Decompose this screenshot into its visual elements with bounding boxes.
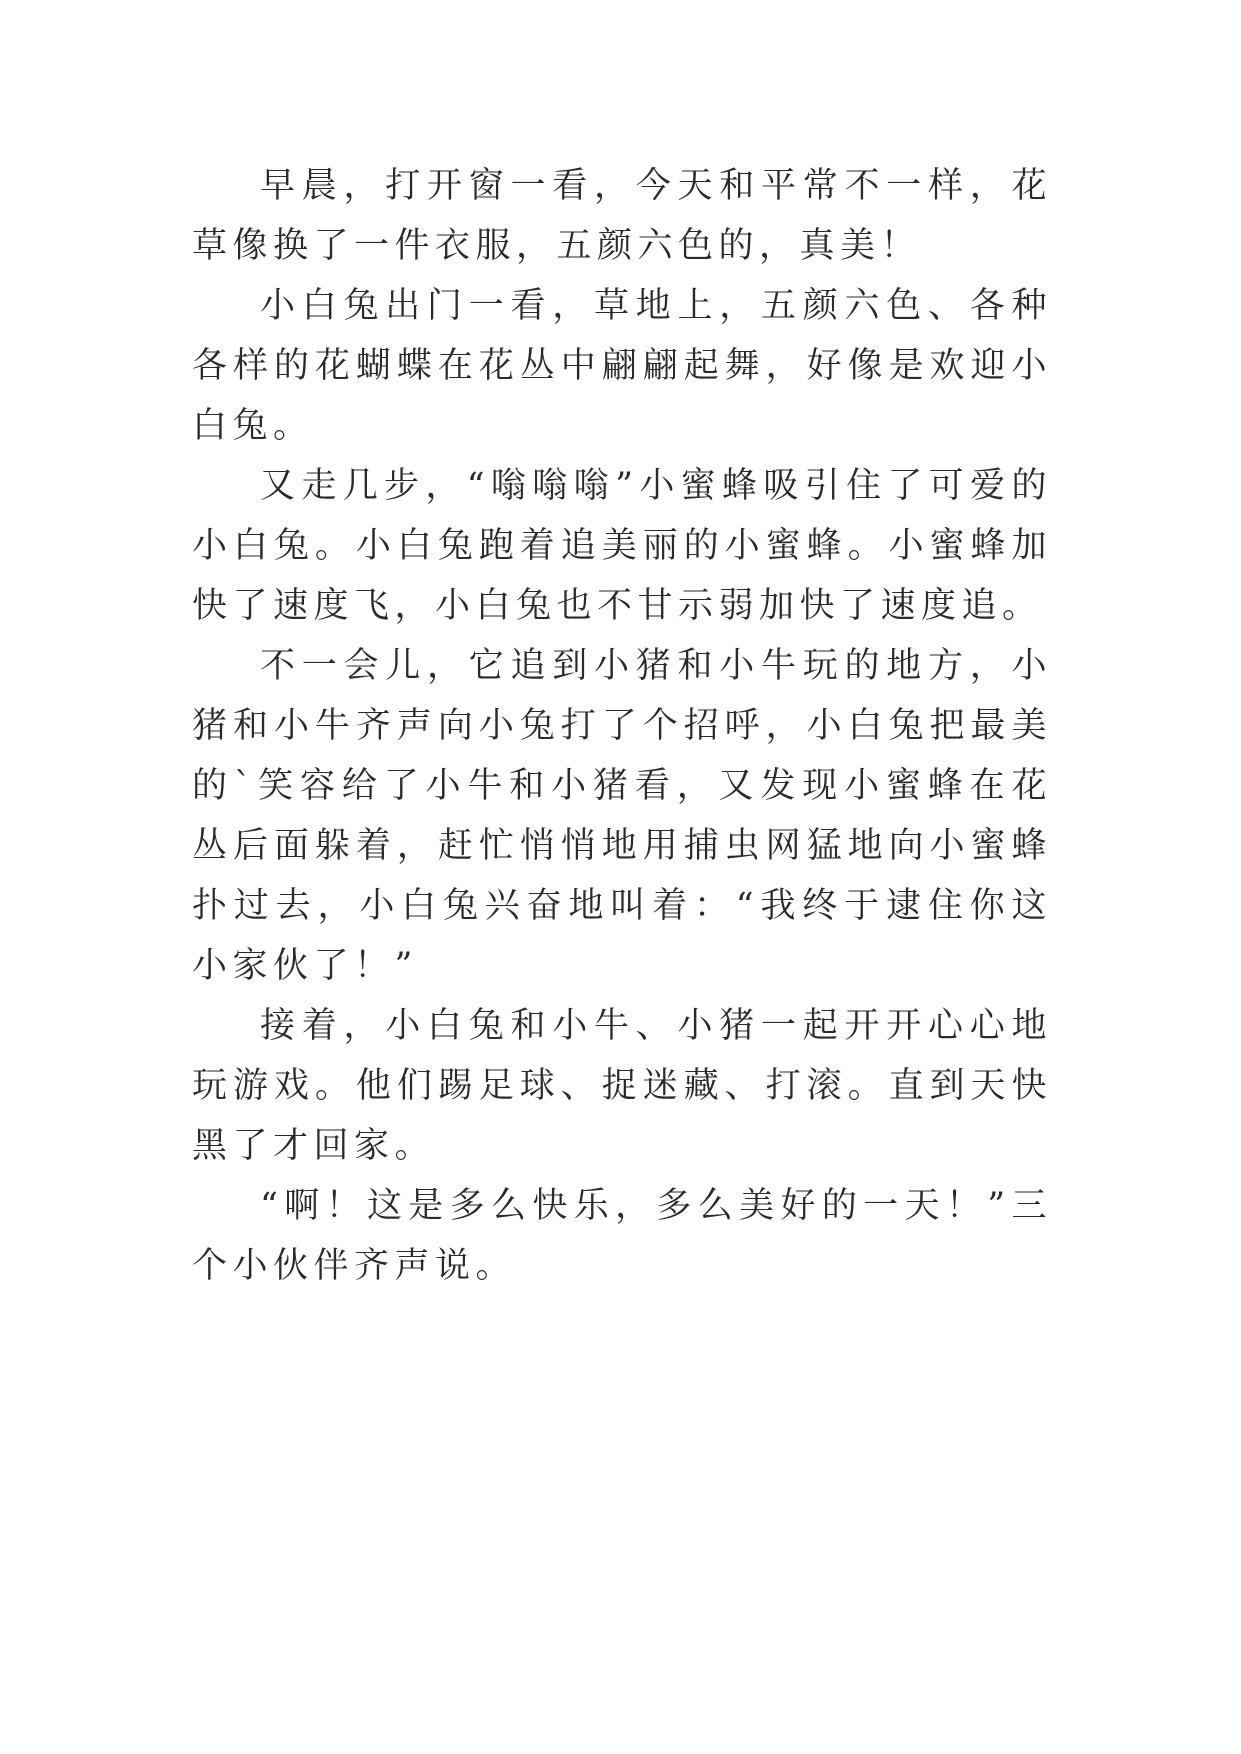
paragraph-1: 早晨，打开窗一看，今天和平常不一样，花草像换了一件衣服，五颜六色的，真美！: [192, 166, 1052, 266]
paragraph-4: 不一会儿，它追到小猪和小牛玩的地方，小猪和小牛齐声向小兔打了个招呼，小白兔把最美的`笑容给了小牛和小猪看，又发现小蜜蜂在花丛后面躲着，赶忙悄悄地用捕虫网猛地向小蜜蜂扑过去，小白兔兴奋地叫着：“我终于逮住你这小家伙了！”: [192, 646, 1052, 986]
paragraph-2: 小白兔出门一看，草地上，五颜六色、各种各样的花蝴蝶在花丛中翩翩起舞，好像是欢迎小白兔。: [192, 286, 1052, 446]
paragraph-3: 又走几步，“嗡嗡嗡”小蜜蜂吸引住了可爱的小白兔。小白兔跑着追美丽的小蜜蜂。小蜜蜂加快了速度飞，小白兔也不甘示弱加快了速度追。: [192, 466, 1052, 626]
document-body: [192, 156, 1052, 1296]
paragraph-6: “啊！这是多么快乐，多么美好的一天！”三个小伙伴齐声说。: [192, 1186, 1052, 1286]
paragraph-5: 接着，小白兔和小牛、小猪一起开开心心地玩游戏。他们踢足球、捉迷藏、打滚。直到天快黑了才回家。: [192, 1006, 1052, 1166]
